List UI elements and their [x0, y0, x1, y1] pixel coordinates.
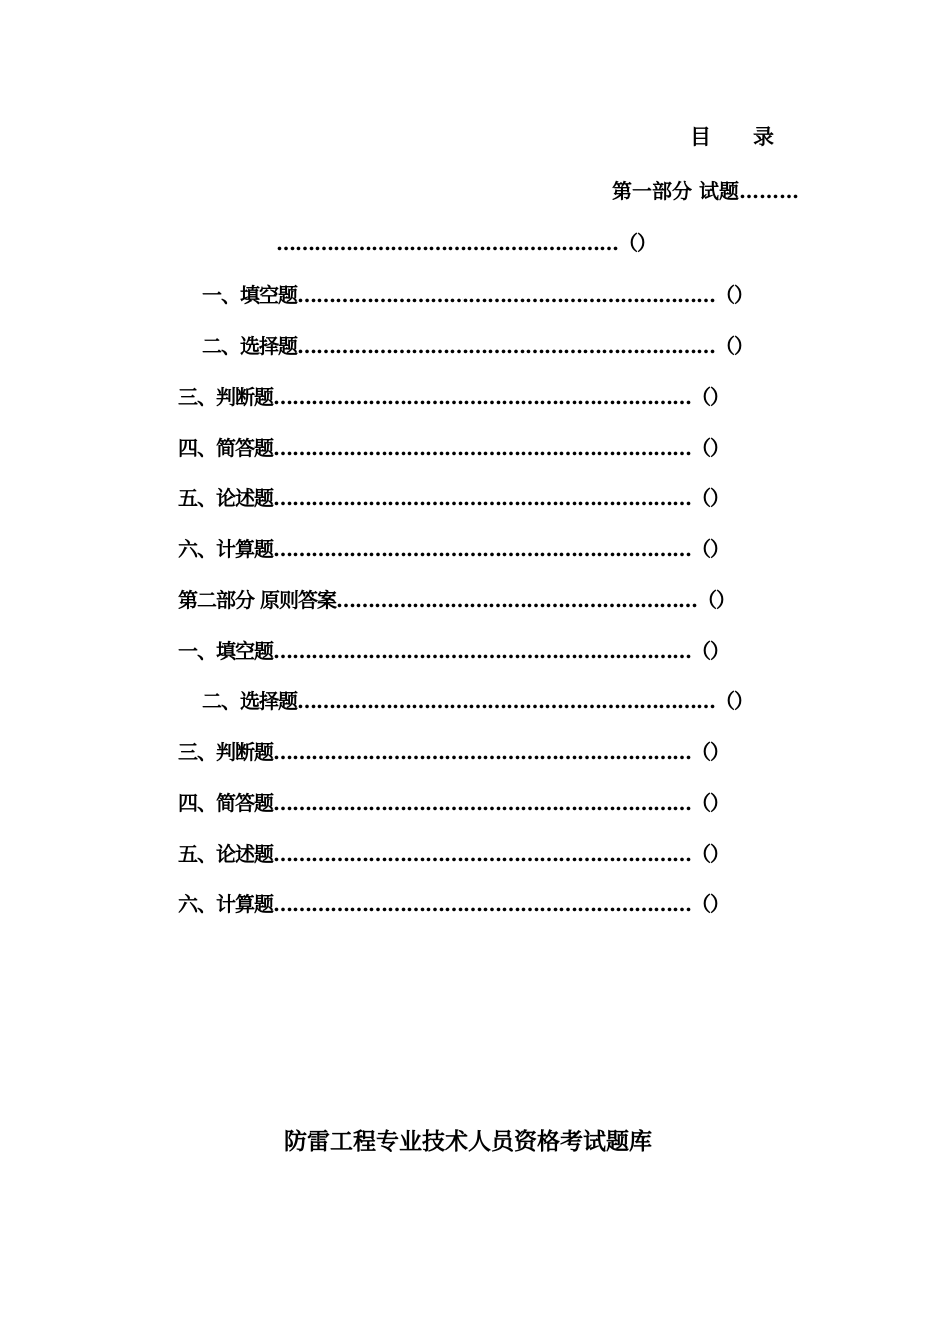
toc-part1-item-calc: 六、计算题…………………………………………………………（）	[178, 537, 729, 561]
toc-part1-continuation: ………………………………………………（）	[276, 231, 656, 255]
toc-part1-item-judge: 三、判断题…………………………………………………………（）	[178, 385, 729, 409]
toc-part2-item-calc: 六、计算题…………………………………………………………（）	[178, 892, 729, 916]
toc-title: 目 录	[690, 124, 774, 149]
toc-part1-label: 第一部分 试题………	[612, 179, 799, 203]
toc-part2-item-judge: 三、判断题…………………………………………………………（）	[178, 740, 729, 764]
toc-part2-item-choice: 二、选择题…………………………………………………………（）	[202, 689, 753, 713]
toc-part1-item-fill: 一、填空题…………………………………………………………（）	[202, 283, 753, 307]
toc-part2-label: 第二部分 原则答案…………………………………………………（）	[178, 588, 735, 612]
toc-part1-item-short: 四、简答题…………………………………………………………（）	[178, 436, 729, 460]
toc-part1-item-essay: 五、论述题…………………………………………………………（）	[178, 486, 729, 510]
toc-part2-item-fill: 一、填空题…………………………………………………………（）	[178, 639, 729, 663]
document-title: 防雷工程专业技术人员资格考试题库	[284, 1128, 652, 1155]
toc-part1-item-choice: 二、选择题…………………………………………………………（）	[202, 334, 753, 358]
toc-part2-item-short: 四、简答题…………………………………………………………（）	[178, 791, 729, 815]
toc-part2-item-essay: 五、论述题…………………………………………………………（）	[178, 842, 729, 866]
